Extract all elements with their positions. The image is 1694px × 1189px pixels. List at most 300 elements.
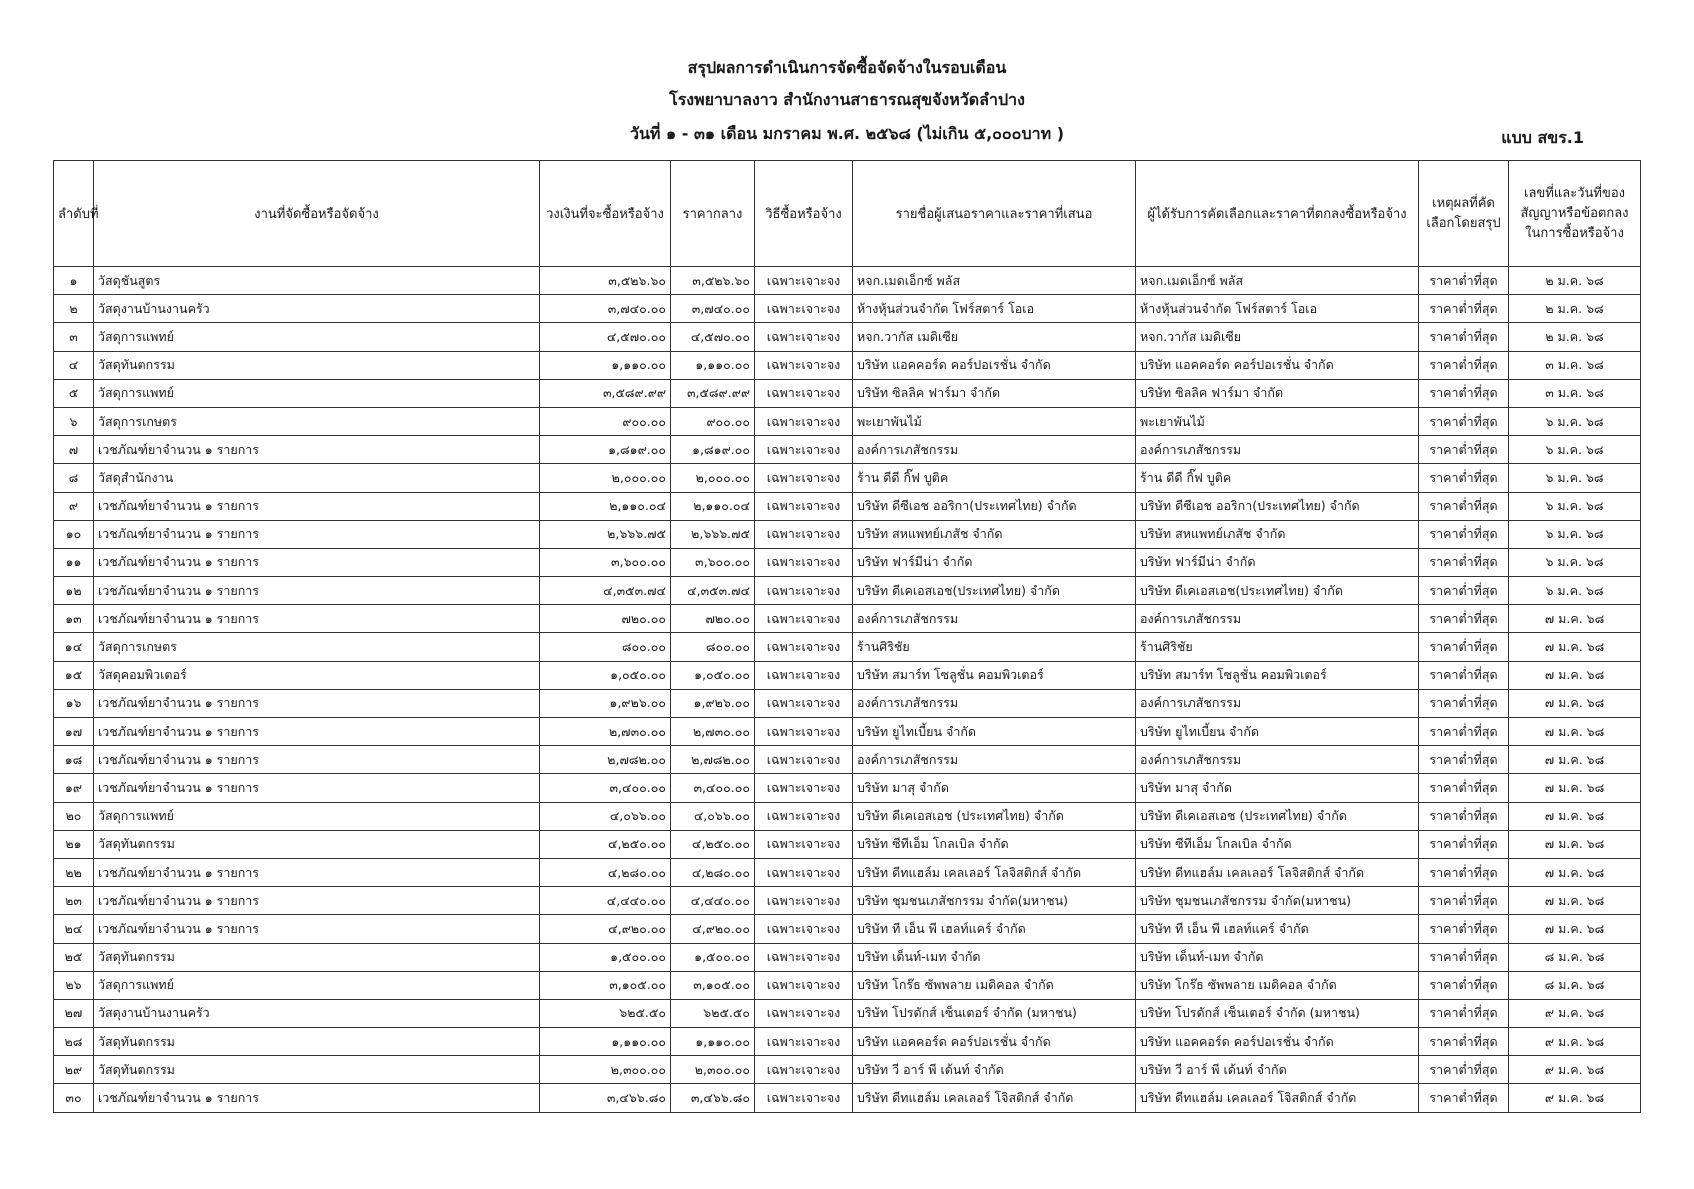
cell-contract-date: ๓ ม.ค. ๖๘ xyxy=(1509,379,1641,407)
cell-no: ๒๖ xyxy=(54,971,94,999)
cell-work: เวชภัณฑ์ยาจำนวน ๑ รายการ xyxy=(94,774,540,802)
cell-method: เฉพาะเจาะจง xyxy=(755,436,853,464)
cell-winner: หจก.เมดเอ็กซ์ พลัส xyxy=(1136,267,1419,295)
cell-no: ๙ xyxy=(54,492,94,520)
table-row xyxy=(54,943,1641,971)
cell-winner: องค์การเภสัชกรรม xyxy=(1136,689,1419,717)
cell-bidder: บริษัท แอคคอร์ด คอร์ปอเรชั่น จำกัด xyxy=(853,1028,1136,1056)
cell-budget: ๔,๙๒๐.๐๐ xyxy=(540,915,671,943)
cell-work: วัสดุทันตกรรม xyxy=(94,830,540,858)
cell-reason: ราคาต่ำที่สุด xyxy=(1419,830,1509,858)
cell-work: เวชภัณฑ์ยาจำนวน ๑ รายการ xyxy=(94,436,540,464)
cell-reason: ราคาต่ำที่สุด xyxy=(1419,746,1509,774)
table-row xyxy=(54,802,1641,830)
cell-winner: บริษัท ดีเคเอสเอช (ประเทศไทย) จำกัด xyxy=(1136,802,1419,830)
cell-median: ๑,๙๒๖.๐๐ xyxy=(671,689,755,717)
cell-budget: ๔,๓๕๓.๗๔ xyxy=(540,577,671,605)
cell-no: ๒๗ xyxy=(54,999,94,1027)
cell-budget: ๒,๓๐๐.๐๐ xyxy=(540,1056,671,1084)
cell-work: วัสดุการแพทย์ xyxy=(94,971,540,999)
cell-work: วัสดุสำนักงาน xyxy=(94,464,540,492)
cell-work: เวชภัณฑ์ยาจำนวน ๑ รายการ xyxy=(94,605,540,633)
table-row xyxy=(54,661,1641,689)
cell-bidder: บริษัท ยูไทเบี้ยน จำกัด xyxy=(853,718,1136,746)
cell-winner: บริษัท โปรดักส์ เซ็นเตอร์ จำกัด (มหาชน) xyxy=(1136,999,1419,1027)
cell-bidder: บริษัท ดีเคเอสเอช (ประเทศไทย) จำกัด xyxy=(853,802,1136,830)
cell-no: ๕ xyxy=(54,379,94,407)
cell-work: เวชภัณฑ์ยาจำนวน ๑ รายการ xyxy=(94,577,540,605)
cell-contract-date: ๗ ม.ค. ๖๘ xyxy=(1509,605,1641,633)
cell-budget: ๔,๕๗๐.๐๐ xyxy=(540,323,671,351)
cell-contract-date: ๙ ม.ค. ๖๘ xyxy=(1509,1056,1641,1084)
col-header-budget: วงเงินที่จะซื้อหรือจ้าง xyxy=(540,161,671,267)
cell-contract-date: ๗ ม.ค. ๖๘ xyxy=(1509,661,1641,689)
cell-work: วัสดุทันตกรรม xyxy=(94,943,540,971)
cell-method: เฉพาะเจาะจง xyxy=(755,661,853,689)
cell-method: เฉพาะเจาะจง xyxy=(755,267,853,295)
cell-budget: ๓,๔๐๐.๐๐ xyxy=(540,774,671,802)
cell-method: เฉพาะเจาะจง xyxy=(755,689,853,717)
cell-work: วัสดุการเกษตร xyxy=(94,633,540,661)
cell-winner: บริษัท ยูไทเบี้ยน จำกัด xyxy=(1136,718,1419,746)
cell-median: ๒,๑๑๐.๐๔ xyxy=(671,492,755,520)
cell-median: ๘๐๐.๐๐ xyxy=(671,633,755,661)
cell-median: ๒,๖๖๖.๗๕ xyxy=(671,520,755,548)
cell-reason: ราคาต่ำที่สุด xyxy=(1419,633,1509,661)
cell-bidder: บริษัท วี อาร์ พี เด้นท์ จำกัด xyxy=(853,1056,1136,1084)
cell-method: เฉพาะเจาะจง xyxy=(755,802,853,830)
cell-budget: ๓,๔๖๖.๘๐ xyxy=(540,1084,671,1112)
cell-reason: ราคาต่ำที่สุด xyxy=(1419,689,1509,717)
cell-contract-date: ๗ ม.ค. ๖๘ xyxy=(1509,633,1641,661)
cell-no: ๑๔ xyxy=(54,633,94,661)
cell-method: เฉพาะเจาะจง xyxy=(755,492,853,520)
cell-no: ๑๐ xyxy=(54,520,94,548)
cell-contract-date: ๒ ม.ค. ๖๘ xyxy=(1509,267,1641,295)
cell-median: ๓,๕๘๙.๙๙ xyxy=(671,379,755,407)
cell-work: วัสดุการแพทย์ xyxy=(94,802,540,830)
cell-winner: บริษัท สหแพทย์เภสัช จำกัด xyxy=(1136,520,1419,548)
cell-no: ๘ xyxy=(54,464,94,492)
col-header-contract: เลขที่และวันที่ของสัญญาหรือข้อตกลงในการซื้อหรือจ้าง xyxy=(1509,161,1641,267)
cell-median: ๓,๖๐๐.๐๐ xyxy=(671,548,755,576)
cell-method: เฉพาะเจาะจง xyxy=(755,1056,853,1084)
cell-method: เฉพาะเจาะจง xyxy=(755,774,853,802)
cell-winner: บริษัท ซีทีเอ็ม โกลเบิล จำกัด xyxy=(1136,830,1419,858)
cell-contract-date: ๙ ม.ค. ๖๘ xyxy=(1509,1028,1641,1056)
cell-median: ๔,๐๖๖.๐๐ xyxy=(671,802,755,830)
cell-bidder: องค์การเภสัชกรรม xyxy=(853,436,1136,464)
cell-reason: ราคาต่ำที่สุด xyxy=(1419,351,1509,379)
table-row xyxy=(54,774,1641,802)
table-row xyxy=(54,858,1641,886)
table-row xyxy=(54,379,1641,407)
table-row xyxy=(54,887,1641,915)
cell-reason: ราคาต่ำที่สุด xyxy=(1419,379,1509,407)
cell-median: ๔,๙๒๐.๐๐ xyxy=(671,915,755,943)
cell-median: ๗๒๐.๐๐ xyxy=(671,605,755,633)
cell-winner: บริษัท เด็นท์-เมท จำกัด xyxy=(1136,943,1419,971)
table-row xyxy=(54,464,1641,492)
organization-name: โรงพยาบาลงาว สำนักงานสาธารณสุขจังหวัดลำปาง xyxy=(669,90,1025,109)
cell-bidder: องค์การเภสัชกรรม xyxy=(853,605,1136,633)
cell-budget: ๔,๔๔๐.๐๐ xyxy=(540,887,671,915)
cell-contract-date: ๗ ม.ค. ๖๘ xyxy=(1509,689,1641,717)
cell-contract-date: ๗ ม.ค. ๖๘ xyxy=(1509,802,1641,830)
col-header-winner: ผู้ได้รับการคัดเลือกและราคาที่ตกลงซื้อหรือจ้าง xyxy=(1136,161,1419,267)
cell-winner: บริษัท วี อาร์ พี เด้นท์ จำกัด xyxy=(1136,1056,1419,1084)
cell-winner: บริษัท ดีทแฮล์ม เคลเลอร์ โจิสติกส์ จำกัด xyxy=(1136,1084,1419,1112)
cell-median: ๒,๐๐๐.๐๐ xyxy=(671,464,755,492)
cell-work: วัสดุงานบ้านงานครัว xyxy=(94,295,540,323)
table-row xyxy=(54,323,1641,351)
cell-reason: ราคาต่ำที่สุด xyxy=(1419,999,1509,1027)
cell-budget: ๓,๕๘๙.๙๙ xyxy=(540,379,671,407)
cell-method: เฉพาะเจาะจง xyxy=(755,605,853,633)
cell-budget: ๔,๒๘๐.๐๐ xyxy=(540,858,671,886)
cell-budget: ๒,๐๐๐.๐๐ xyxy=(540,464,671,492)
cell-contract-date: ๙ ม.ค. ๖๘ xyxy=(1509,999,1641,1027)
cell-budget: ๔,๐๖๖.๐๐ xyxy=(540,802,671,830)
cell-bidder: บริษัท ดีทแฮล์ม เคลเลอร์ โลจิสติกส์ จำกัด xyxy=(853,858,1136,886)
col-header-median: ราคากลาง xyxy=(671,161,755,267)
cell-method: เฉพาะเจาะจง xyxy=(755,971,853,999)
cell-reason: ราคาต่ำที่สุด xyxy=(1419,802,1509,830)
cell-method: เฉพาะเจาะจง xyxy=(755,577,853,605)
cell-method: เฉพาะเจาะจง xyxy=(755,887,853,915)
cell-work: วัสดุคอมพิวเตอร์ xyxy=(94,661,540,689)
cell-median: ๑,๐๕๐.๐๐ xyxy=(671,661,755,689)
cell-reason: ราคาต่ำที่สุด xyxy=(1419,577,1509,605)
cell-median: ๓,๑๐๕.๐๐ xyxy=(671,971,755,999)
col-header-no: ลำดับที่ xyxy=(54,161,94,267)
cell-no: ๑๒ xyxy=(54,577,94,605)
table-row xyxy=(54,351,1641,379)
cell-work: วัสดุการแพทย์ xyxy=(94,323,540,351)
cell-work: เวชภัณฑ์ยาจำนวน ๑ รายการ xyxy=(94,520,540,548)
cell-no: ๔ xyxy=(54,351,94,379)
cell-contract-date: ๗ ม.ค. ๖๘ xyxy=(1509,915,1641,943)
cell-median: ๙๐๐.๐๐ xyxy=(671,407,755,435)
cell-budget: ๑,๐๕๐.๐๐ xyxy=(540,661,671,689)
cell-work: วัสดุชันสูตร xyxy=(94,267,540,295)
cell-budget: ๒,๗๓๐.๐๐ xyxy=(540,718,671,746)
cell-budget: ๒,๖๖๖.๗๕ xyxy=(540,520,671,548)
cell-no: ๒๒ xyxy=(54,858,94,886)
cell-winner: ร้าน ดีดี กิ๊ฟ บูติค xyxy=(1136,464,1419,492)
cell-median: ๔,๒๕๐.๐๐ xyxy=(671,830,755,858)
cell-contract-date: ๓ ม.ค. ๖๘ xyxy=(1509,351,1641,379)
cell-reason: ราคาต่ำที่สุด xyxy=(1419,605,1509,633)
cell-bidder: ห้างหุ้นส่วนจำกัด โฟร์สตาร์ โอเอ xyxy=(853,295,1136,323)
cell-contract-date: ๙ ม.ค. ๖๘ xyxy=(1509,1084,1641,1112)
table-row xyxy=(54,492,1641,520)
cell-winner: ร้านศิริชัย xyxy=(1136,633,1419,661)
cell-bidder: บริษัท ซิลลิค ฟาร์มา จำกัด xyxy=(853,379,1136,407)
cell-method: เฉพาะเจาะจง xyxy=(755,323,853,351)
table-row xyxy=(54,407,1641,435)
cell-reason: ราคาต่ำที่สุด xyxy=(1419,436,1509,464)
cell-reason: ราคาต่ำที่สุด xyxy=(1419,858,1509,886)
cell-budget: ๑,๘๑๙.๐๐ xyxy=(540,436,671,464)
cell-median: ๓,๔๖๖.๘๐ xyxy=(671,1084,755,1112)
cell-median: ๓,๔๐๐.๐๐ xyxy=(671,774,755,802)
cell-contract-date: ๗ ม.ค. ๖๘ xyxy=(1509,774,1641,802)
cell-reason: ราคาต่ำที่สุด xyxy=(1419,323,1509,351)
table-row xyxy=(54,915,1641,943)
table-row xyxy=(54,577,1641,605)
table-row xyxy=(54,633,1641,661)
cell-no: ๒๙ xyxy=(54,1056,94,1084)
cell-contract-date: ๗ ม.ค. ๖๘ xyxy=(1509,830,1641,858)
cell-median: ๒,๓๐๐.๐๐ xyxy=(671,1056,755,1084)
cell-contract-date: ๖ ม.ค. ๖๘ xyxy=(1509,436,1641,464)
cell-reason: ราคาต่ำที่สุด xyxy=(1419,661,1509,689)
cell-reason: ราคาต่ำที่สุด xyxy=(1419,1056,1509,1084)
cell-no: ๑๖ xyxy=(54,689,94,717)
cell-contract-date: ๒ ม.ค. ๖๘ xyxy=(1509,323,1641,351)
cell-work: เวชภัณฑ์ยาจำนวน ๑ รายการ xyxy=(94,492,540,520)
cell-reason: ราคาต่ำที่สุด xyxy=(1419,1028,1509,1056)
cell-bidder: บริษัท แอคคอร์ด คอร์ปอเรชั่น จำกัด xyxy=(853,351,1136,379)
cell-work: เวชภัณฑ์ยาจำนวน ๑ รายการ xyxy=(94,746,540,774)
cell-reason: ราคาต่ำที่สุด xyxy=(1419,943,1509,971)
cell-budget: ๒,๑๑๐.๐๔ xyxy=(540,492,671,520)
cell-no: ๑๙ xyxy=(54,774,94,802)
cell-contract-date: ๘ ม.ค. ๖๘ xyxy=(1509,943,1641,971)
table-row xyxy=(54,971,1641,999)
cell-contract-date: ๖ ม.ค. ๖๘ xyxy=(1509,407,1641,435)
cell-winner: บริษัท สมาร์ท โซลูชั่น คอมพิวเตอร์ xyxy=(1136,661,1419,689)
cell-winner: องค์การเภสัชกรรม xyxy=(1136,605,1419,633)
cell-work: เวชภัณฑ์ยาจำนวน ๑ รายการ xyxy=(94,858,540,886)
cell-winner: หจก.วากัส เมดิเซีย xyxy=(1136,323,1419,351)
cell-winner: บริษัท ฟาร์มีน่า จำกัด xyxy=(1136,548,1419,576)
cell-contract-date: ๖ ม.ค. ๖๘ xyxy=(1509,520,1641,548)
cell-bidder: องค์การเภสัชกรรม xyxy=(853,689,1136,717)
cell-contract-date: ๗ ม.ค. ๖๘ xyxy=(1509,858,1641,886)
table-row xyxy=(54,267,1641,295)
cell-no: ๗ xyxy=(54,436,94,464)
cell-bidder: บริษัท โกร๊ธ ซัพพลาย เมดิคอล จำกัด xyxy=(853,971,1136,999)
report-title: สรุปผลการดำเนินการจัดซื้อจัดจ้างในรอบเดือน xyxy=(687,58,1007,77)
cell-reason: ราคาต่ำที่สุด xyxy=(1419,464,1509,492)
cell-budget: ๑,๑๑๐.๐๐ xyxy=(540,1028,671,1056)
table-row xyxy=(54,295,1641,323)
cell-reason: ราคาต่ำที่สุด xyxy=(1419,492,1509,520)
cell-median: ๒,๗๘๒.๐๐ xyxy=(671,746,755,774)
cell-method: เฉพาะเจาะจง xyxy=(755,1084,853,1112)
cell-winner: บริษัท ดีทแฮล์ม เคลเลอร์ โลจิสติกส์ จำกัด xyxy=(1136,858,1419,886)
table-row xyxy=(54,1028,1641,1056)
cell-work: เวชภัณฑ์ยาจำนวน ๑ รายการ xyxy=(94,548,540,576)
table-header-row xyxy=(54,161,1641,267)
cell-budget: ๓,๑๐๕.๐๐ xyxy=(540,971,671,999)
cell-bidder: บริษัท ฟาร์มีน่า จำกัด xyxy=(853,548,1136,576)
cell-bidder: ร้านศิริชัย xyxy=(853,633,1136,661)
cell-reason: ราคาต่ำที่สุด xyxy=(1419,774,1509,802)
procurement-table xyxy=(53,160,1641,1113)
cell-median: ๓,๕๒๖.๖๐ xyxy=(671,267,755,295)
cell-winner: บริษัท ชุมชนเภสัชกรรม จำกัด(มหาชน) xyxy=(1136,887,1419,915)
cell-median: ๔,๔๔๐.๐๐ xyxy=(671,887,755,915)
cell-work: วัสดุทันตกรรม xyxy=(94,351,540,379)
table-row xyxy=(54,746,1641,774)
table-row xyxy=(54,520,1641,548)
cell-bidder: หจก.เมดเอ็กซ์ พลัส xyxy=(853,267,1136,295)
cell-contract-date: ๖ ม.ค. ๖๘ xyxy=(1509,548,1641,576)
cell-no: ๒๔ xyxy=(54,915,94,943)
table-row xyxy=(54,999,1641,1027)
cell-median: ๔,๕๗๐.๐๐ xyxy=(671,323,755,351)
cell-work: เวชภัณฑ์ยาจำนวน ๑ รายการ xyxy=(94,915,540,943)
cell-budget: ๒,๗๘๒.๐๐ xyxy=(540,746,671,774)
cell-reason: ราคาต่ำที่สุด xyxy=(1419,971,1509,999)
cell-bidder: ร้าน ดีดี กิ๊ฟ บูติค xyxy=(853,464,1136,492)
cell-work: วัสดุทันตกรรม xyxy=(94,1056,540,1084)
cell-work: เวชภัณฑ์ยาจำนวน ๑ รายการ xyxy=(94,887,540,915)
cell-winner: บริษัท แอคคอร์ด คอร์ปอเรชั่น จำกัด xyxy=(1136,1028,1419,1056)
cell-no: ๓ xyxy=(54,323,94,351)
cell-no: ๑ xyxy=(54,267,94,295)
cell-bidder: บริษัท ดีทแฮล์ม เคลเลอร์ โจิสติกส์ จำกัด xyxy=(853,1084,1136,1112)
cell-budget: ๑,๕๐๐.๐๐ xyxy=(540,943,671,971)
cell-method: เฉพาะเจาะจง xyxy=(755,830,853,858)
report-period: วันที่ ๑ - ๓๑ เดือน มกราคม พ.ศ. ๒๕๖๘ (ไม่เกิน ๕,๐๐๐บาท ) xyxy=(629,124,1065,143)
cell-contract-date: ๖ ม.ค. ๖๘ xyxy=(1509,464,1641,492)
cell-no: ๒๘ xyxy=(54,1028,94,1056)
cell-bidder: บริษัท เด็นท์-เมท จำกัด xyxy=(853,943,1136,971)
cell-bidder: บริษัท ชุมชนเภสัชกรรม จำกัด(มหาชน) xyxy=(853,887,1136,915)
cell-median: ๑,๑๑๐.๐๐ xyxy=(671,1028,755,1056)
cell-contract-date: ๗ ม.ค. ๖๘ xyxy=(1509,746,1641,774)
cell-budget: ๗๒๐.๐๐ xyxy=(540,605,671,633)
table-row xyxy=(54,1056,1641,1084)
cell-budget: ๑,๙๒๖.๐๐ xyxy=(540,689,671,717)
cell-no: ๒๕ xyxy=(54,943,94,971)
col-header-method: วิธีซื้อหรือจ้าง xyxy=(755,161,853,267)
cell-bidder: บริษัท สหแพทย์เภสัช จำกัด xyxy=(853,520,1136,548)
cell-reason: ราคาต่ำที่สุด xyxy=(1419,407,1509,435)
cell-winner: บริษัท มาสุ จำกัด xyxy=(1136,774,1419,802)
cell-winner: องค์การเภสัชกรรม xyxy=(1136,436,1419,464)
table-row xyxy=(54,436,1641,464)
cell-method: เฉพาะเจาะจง xyxy=(755,548,853,576)
cell-bidder: บริษัท ซีทีเอ็ม โกลเบิล จำกัด xyxy=(853,830,1136,858)
cell-reason: ราคาต่ำที่สุด xyxy=(1419,295,1509,323)
cell-winner: บริษัท ดีซีเอช ออริกา(ประเทศไทย) จำกัด xyxy=(1136,492,1419,520)
cell-no: ๑๑ xyxy=(54,548,94,576)
cell-bidder: พะเยาพันไม้ xyxy=(853,407,1136,435)
cell-winner: บริษัท แอคคอร์ด คอร์ปอเรชั่น จำกัด xyxy=(1136,351,1419,379)
cell-no: ๒๑ xyxy=(54,830,94,858)
cell-method: เฉพาะเจาะจง xyxy=(755,858,853,886)
cell-budget: ๔,๒๕๐.๐๐ xyxy=(540,830,671,858)
table-row xyxy=(54,689,1641,717)
cell-bidder: องค์การเภสัชกรรม xyxy=(853,746,1136,774)
cell-median: ๒,๗๓๐.๐๐ xyxy=(671,718,755,746)
cell-method: เฉพาะเจาะจง xyxy=(755,746,853,774)
cell-no: ๑๘ xyxy=(54,746,94,774)
cell-work: เวชภัณฑ์ยาจำนวน ๑ รายการ xyxy=(94,1084,540,1112)
table-body xyxy=(54,267,1641,1113)
cell-median: ๔,๒๘๐.๐๐ xyxy=(671,858,755,886)
cell-no: ๓๐ xyxy=(54,1084,94,1112)
cell-work: วัสดุการแพทย์ xyxy=(94,379,540,407)
cell-no: ๒๓ xyxy=(54,887,94,915)
cell-no: ๑๓ xyxy=(54,605,94,633)
cell-bidder: หจก.วากัส เมดิเซีย xyxy=(853,323,1136,351)
cell-budget: ๘๐๐.๐๐ xyxy=(540,633,671,661)
cell-contract-date: ๖ ม.ค. ๖๘ xyxy=(1509,577,1641,605)
cell-budget: ๑,๑๑๐.๐๐ xyxy=(540,351,671,379)
cell-no: ๑๕ xyxy=(54,661,94,689)
cell-work: เวชภัณฑ์ยาจำนวน ๑ รายการ xyxy=(94,689,540,717)
cell-method: เฉพาะเจาะจง xyxy=(755,633,853,661)
cell-method: เฉพาะเจาะจง xyxy=(755,915,853,943)
cell-winner: บริษัท ซิลลิค ฟาร์มา จำกัด xyxy=(1136,379,1419,407)
cell-reason: ราคาต่ำที่สุด xyxy=(1419,887,1509,915)
cell-bidder: บริษัท มาสุ จำกัด xyxy=(853,774,1136,802)
cell-bidder: บริษัท โปรดักส์ เซ็นเตอร์ จำกัด (มหาชน) xyxy=(853,999,1136,1027)
cell-median: ๔,๓๕๓.๗๔ xyxy=(671,577,755,605)
cell-no: ๖ xyxy=(54,407,94,435)
cell-reason: ราคาต่ำที่สุด xyxy=(1419,520,1509,548)
cell-reason: ราคาต่ำที่สุด xyxy=(1419,267,1509,295)
table-row xyxy=(54,605,1641,633)
cell-median: ๑,๑๑๐.๐๐ xyxy=(671,351,755,379)
cell-method: เฉพาะเจาะจง xyxy=(755,295,853,323)
cell-bidder: บริษัท สมาร์ท โซลูชั่น คอมพิวเตอร์ xyxy=(853,661,1136,689)
cell-contract-date: ๘ ม.ค. ๖๘ xyxy=(1509,971,1641,999)
table-row xyxy=(54,1084,1641,1112)
cell-work: วัสดุงานบ้านงานครัว xyxy=(94,999,540,1027)
cell-reason: ราคาต่ำที่สุด xyxy=(1419,1084,1509,1112)
cell-winner: บริษัท โกร๊ธ ซัพพลาย เมดิคอล จำกัด xyxy=(1136,971,1419,999)
cell-method: เฉพาะเจาะจง xyxy=(755,999,853,1027)
cell-reason: ราคาต่ำที่สุด xyxy=(1419,915,1509,943)
cell-method: เฉพาะเจาะจง xyxy=(755,407,853,435)
cell-method: เฉพาะเจาะจง xyxy=(755,464,853,492)
cell-bidder: บริษัท ที เอ็น พี เฮลท์แคร์ จำกัด xyxy=(853,915,1136,943)
cell-contract-date: ๖ ม.ค. ๖๘ xyxy=(1509,492,1641,520)
cell-no: ๒๐ xyxy=(54,802,94,830)
cell-no: ๑๗ xyxy=(54,718,94,746)
cell-contract-date: ๒ ม.ค. ๖๘ xyxy=(1509,295,1641,323)
cell-no: ๒ xyxy=(54,295,94,323)
cell-reason: ราคาต่ำที่สุด xyxy=(1419,718,1509,746)
cell-method: เฉพาะเจาะจง xyxy=(755,1028,853,1056)
cell-budget: ๓,๗๔๐.๐๐ xyxy=(540,295,671,323)
cell-work: วัสดุทันตกรรม xyxy=(94,1028,540,1056)
cell-bidder: บริษัท ดีเคเอสเอช(ประเทศไทย) จำกัด xyxy=(853,577,1136,605)
cell-median: ๑,๕๐๐.๐๐ xyxy=(671,943,755,971)
cell-median: ๑,๘๑๙.๐๐ xyxy=(671,436,755,464)
col-header-work: งานที่จัดซื้อหรือจัดจ้าง xyxy=(94,161,540,267)
cell-method: เฉพาะเจาะจง xyxy=(755,351,853,379)
cell-work: เวชภัณฑ์ยาจำนวน ๑ รายการ xyxy=(94,718,540,746)
cell-method: เฉพาะเจาะจง xyxy=(755,379,853,407)
cell-reason: ราคาต่ำที่สุด xyxy=(1419,548,1509,576)
cell-winner: ห้างหุ้นส่วนจำกัด โฟร์สตาร์ โอเอ xyxy=(1136,295,1419,323)
cell-contract-date: ๗ ม.ค. ๖๘ xyxy=(1509,887,1641,915)
table-row xyxy=(54,548,1641,576)
cell-bidder: บริษัท ดีซีเอช ออริกา(ประเทศไทย) จำกัด xyxy=(853,492,1136,520)
cell-winner: บริษัท ดีเคเอสเอช(ประเทศไทย) จำกัด xyxy=(1136,577,1419,605)
cell-median: ๖๒๕.๕๐ xyxy=(671,999,755,1027)
cell-budget: ๓,๕๒๖.๖๐ xyxy=(540,267,671,295)
table-row xyxy=(54,830,1641,858)
